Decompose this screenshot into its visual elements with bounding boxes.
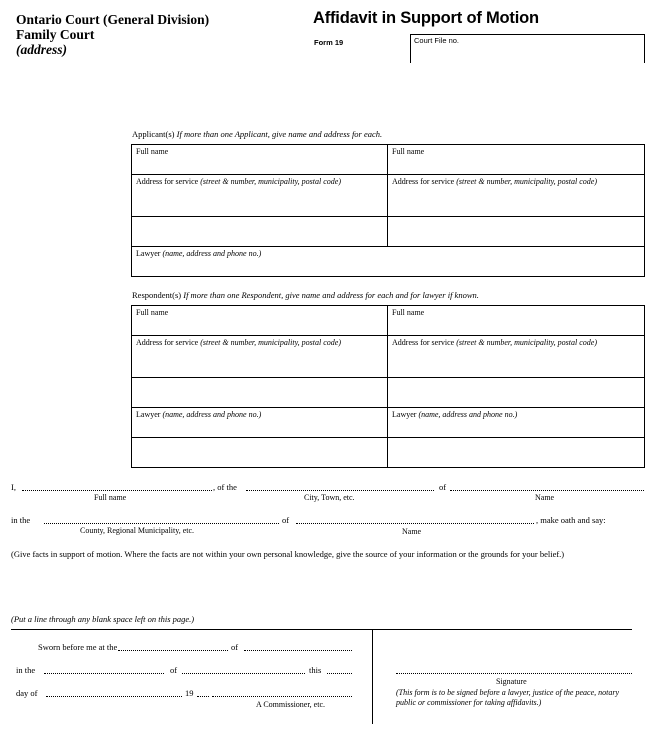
deponent-county-name-field[interactable] bbox=[296, 523, 534, 524]
jurat-year-prefix: 19 bbox=[185, 688, 194, 698]
sworn-day-field[interactable] bbox=[327, 673, 352, 674]
address-label: Address for service bbox=[136, 338, 199, 347]
jurat-of-label-1: of bbox=[231, 642, 239, 652]
respondent1-address-continued[interactable] bbox=[132, 378, 388, 408]
respondent2-lawyer-continued[interactable] bbox=[388, 438, 645, 468]
address-note: (street & number, municipality, postal code) bbox=[200, 177, 341, 186]
lawyer-label: Lawyer bbox=[392, 410, 417, 419]
jurat-in-the-label: in the bbox=[16, 665, 36, 675]
applicant2-address-continued[interactable] bbox=[388, 217, 645, 247]
oath-i-label: I, bbox=[11, 482, 16, 492]
lawyer-label: Lawyer bbox=[136, 410, 161, 419]
address-label: Address for service bbox=[136, 177, 199, 186]
respondent2-address-field[interactable] bbox=[388, 336, 645, 378]
caption-name: Name bbox=[535, 493, 555, 502]
respondents-heading-label: Respondent(s) bbox=[132, 290, 182, 300]
respondents-table bbox=[131, 305, 645, 468]
respondent2-lawyer-field[interactable] bbox=[388, 408, 645, 438]
form-number: Form 19 bbox=[314, 38, 344, 47]
blank-space-instruction: (Put a line through any blank space left on this page.) bbox=[11, 614, 195, 624]
lawyer-label: Lawyer bbox=[136, 249, 161, 258]
applicants-heading-label: Applicant(s) bbox=[132, 129, 175, 139]
oath-of-label-2: of bbox=[282, 515, 290, 525]
oath-of-the-label: , of the bbox=[213, 482, 237, 492]
sworn-before-label: Sworn before me at the bbox=[38, 642, 118, 652]
full-name-label: Full name bbox=[136, 147, 169, 156]
respondent1-address-field[interactable] bbox=[132, 336, 388, 378]
respondent1-full-name-field[interactable] bbox=[132, 306, 388, 336]
applicants-heading-note: If more than one Applicant, give name and address for each. bbox=[176, 129, 383, 139]
respondent2-full-name-field[interactable] bbox=[388, 306, 645, 336]
court-file-box[interactable] bbox=[410, 34, 645, 63]
deponent-city-field[interactable] bbox=[246, 490, 434, 491]
jurat-top-rule bbox=[11, 629, 632, 630]
jurat-of-label-2: of bbox=[170, 665, 178, 675]
lawyer-note: (name, address and phone no.) bbox=[162, 249, 262, 258]
caption-full-name: Full name bbox=[94, 493, 127, 502]
lawyer-note: (name, address and phone no.) bbox=[418, 410, 518, 419]
sworn-year-field[interactable] bbox=[197, 696, 209, 697]
address-label: Address for service bbox=[392, 177, 455, 186]
facts-text-area[interactable] bbox=[11, 573, 647, 607]
full-name-label: Full name bbox=[136, 308, 169, 317]
address-note: (street & number, municipality, postal code) bbox=[200, 338, 341, 347]
respondent1-lawyer-continued[interactable] bbox=[132, 438, 388, 468]
address-note: (street & number, municipality, postal code) bbox=[456, 338, 597, 347]
applicant-lawyer-field[interactable] bbox=[132, 247, 645, 277]
court-file-label: Court File no. bbox=[414, 36, 460, 45]
make-oath-label: , make oath and say: bbox=[536, 515, 606, 525]
applicant2-address-field[interactable] bbox=[388, 175, 645, 217]
signature-caption: Signature bbox=[496, 677, 527, 686]
caption-name-2: Name bbox=[402, 527, 422, 536]
full-name-label: Full name bbox=[392, 308, 425, 317]
deponent-name-field[interactable] bbox=[22, 490, 212, 491]
court-name: Ontario Court (General Division) bbox=[16, 12, 210, 27]
deponent-signature-field[interactable] bbox=[396, 673, 632, 674]
applicant1-full-name-field[interactable] bbox=[132, 145, 388, 175]
full-name-label: Full name bbox=[392, 147, 425, 156]
jurat-divider bbox=[372, 629, 373, 724]
facts-instructions: (Give facts in support of motion. Where the facts are not within your own personal knowledge, give the source of your information or the grounds for your belief.) bbox=[11, 549, 565, 559]
court-branch: Family Court bbox=[16, 27, 95, 42]
signature-note: (This form is to be signed before a lawyer, justice of the peace, notary public or commissioner for taking affidavits.) bbox=[396, 688, 620, 707]
respondents-heading-note: If more than one Respondent, give name and address for each and for lawyer if known. bbox=[183, 290, 479, 300]
lawyer-note: (name, address and phone no.) bbox=[162, 410, 262, 419]
caption-county: County, Regional Municipality, etc. bbox=[80, 526, 195, 535]
respondents-heading bbox=[132, 290, 479, 300]
commissioner-signature-field[interactable] bbox=[212, 696, 352, 697]
applicants-heading bbox=[132, 129, 382, 139]
applicants-table bbox=[131, 144, 645, 277]
applicant2-full-name-field[interactable] bbox=[388, 145, 645, 175]
commissioner-caption: A Commissioner, etc. bbox=[256, 700, 326, 709]
applicant1-address-field[interactable] bbox=[132, 175, 388, 217]
oath-of-label: of bbox=[439, 482, 447, 492]
sworn-place-field[interactable] bbox=[118, 650, 228, 651]
caption-city-town: City, Town, etc. bbox=[304, 493, 355, 502]
form-title: Affidavit in Support of Motion bbox=[313, 9, 539, 27]
jurat-this-label: this bbox=[309, 665, 322, 675]
court-address: (address) bbox=[16, 42, 67, 57]
jurat-day-of-label: day of bbox=[16, 688, 38, 698]
sworn-county-field[interactable] bbox=[44, 673, 164, 674]
respondent1-lawyer-field[interactable] bbox=[132, 408, 388, 438]
deponent-county-field[interactable] bbox=[44, 523, 279, 524]
address-label: Address for service bbox=[392, 338, 455, 347]
oath-in-the-label: in the bbox=[11, 515, 31, 525]
deponent-city-name-field[interactable] bbox=[450, 490, 644, 491]
sworn-month-field[interactable] bbox=[46, 696, 182, 697]
sworn-place-name-field[interactable] bbox=[244, 650, 352, 651]
applicant1-address-continued[interactable] bbox=[132, 217, 388, 247]
address-note: (street & number, municipality, postal code) bbox=[456, 177, 597, 186]
respondent2-address-continued[interactable] bbox=[388, 378, 645, 408]
sworn-county-name-field[interactable] bbox=[182, 673, 305, 674]
